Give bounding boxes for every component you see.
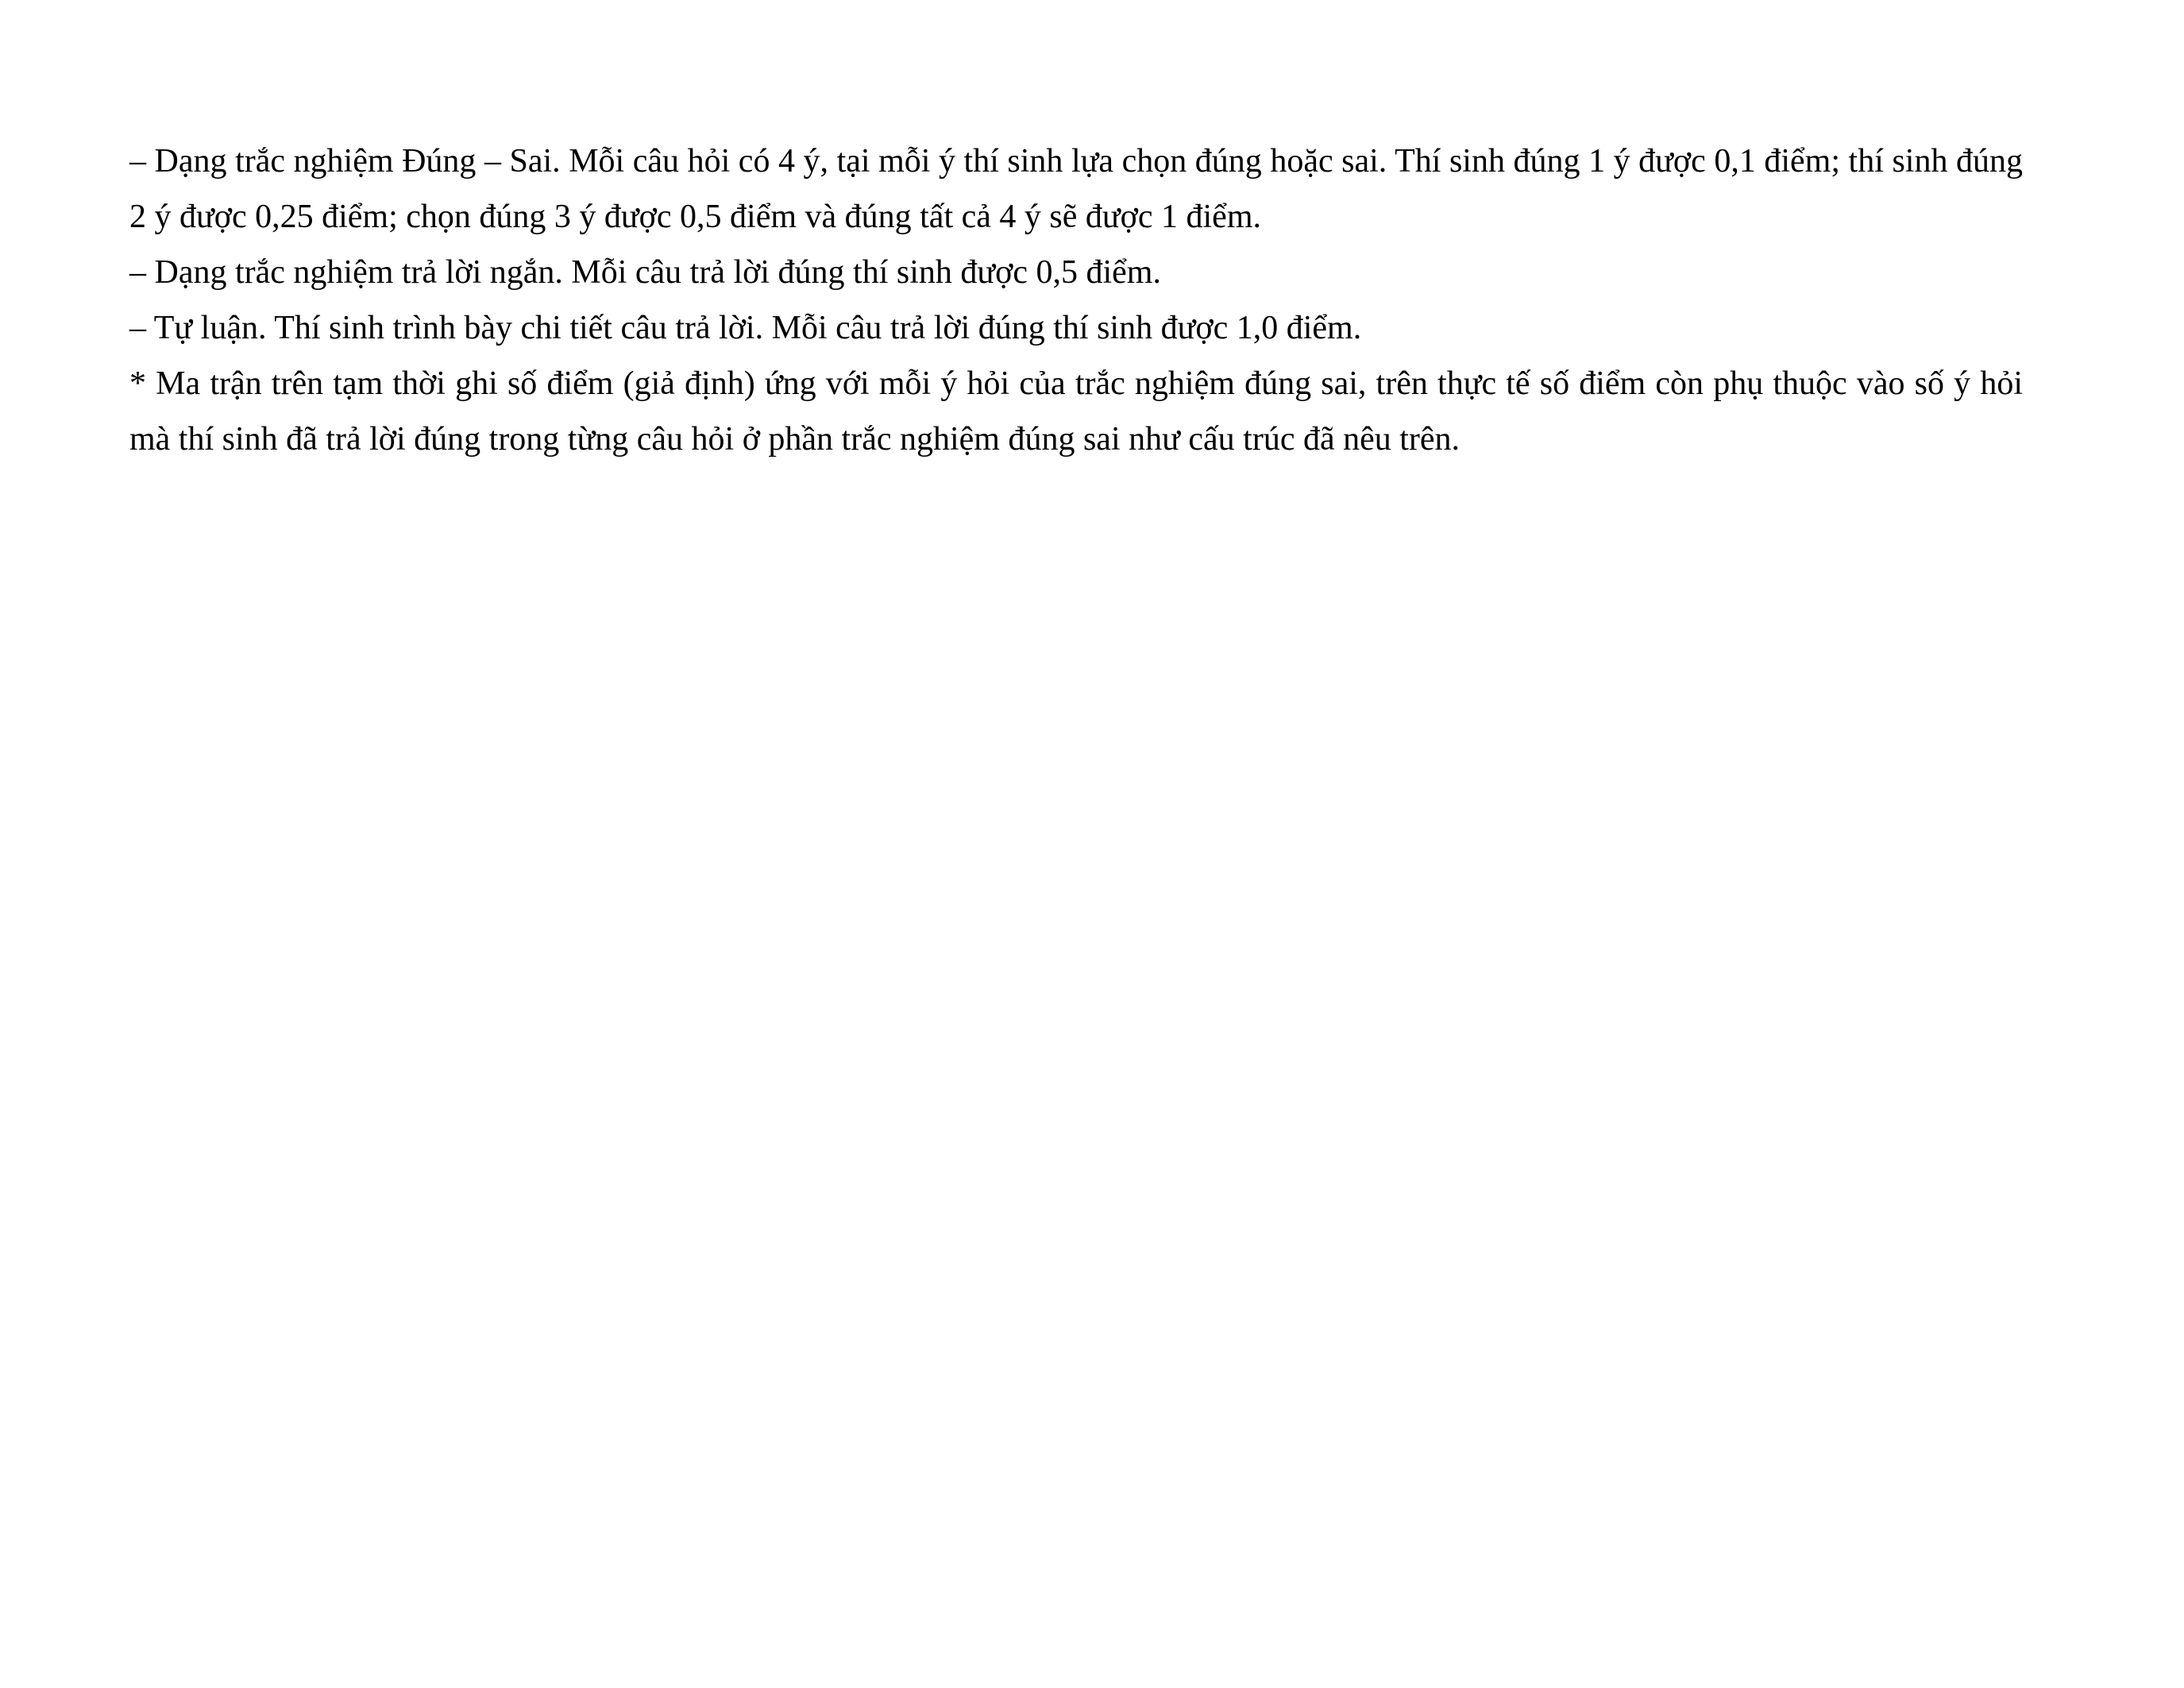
paragraph-essay-scoring: – Tự luận. Thí sinh trình bày chi tiết câu trả lời. Mỗi câu trả lời đúng thí sinh được 1,0 điểm. — [129, 310, 1362, 346]
document-text-block — [129, 133, 2023, 467]
paragraph-matrix-note: * Ma trận trên tạm thời ghi số điểm (giả định) ứng với mỗi ý hỏi của trắc nghiệm đúng sai, trên thực tế số điểm còn phụ thuộc vào số ý hỏi mà thí sinh đã trả lời đúng trong từng câu hỏi ở phần trắc nghiệm đúng sai như cấu trúc đã nêu trên. — [129, 365, 2023, 458]
paragraph-short-answer-scoring: – Dạng trắc nghiệm trả lời ngắn. Mỗi câu trả lời đúng thí sinh được 0,5 điểm. — [129, 254, 1161, 291]
paragraph-true-false-scoring: – Dạng trắc nghiệm Đúng – Sai. Mỗi câu hỏi có 4 ý, tại mỗi ý thí sinh lựa chọn đúng hoặc sai. Thí sinh đúng 1 ý được 0,1 điểm; thí sinh đúng 2 ý được 0,25 điểm; chọn đúng 3 ý được 0,5 điểm và đúng tất cả 4 ý sẽ được 1 điểm. — [129, 143, 2023, 235]
